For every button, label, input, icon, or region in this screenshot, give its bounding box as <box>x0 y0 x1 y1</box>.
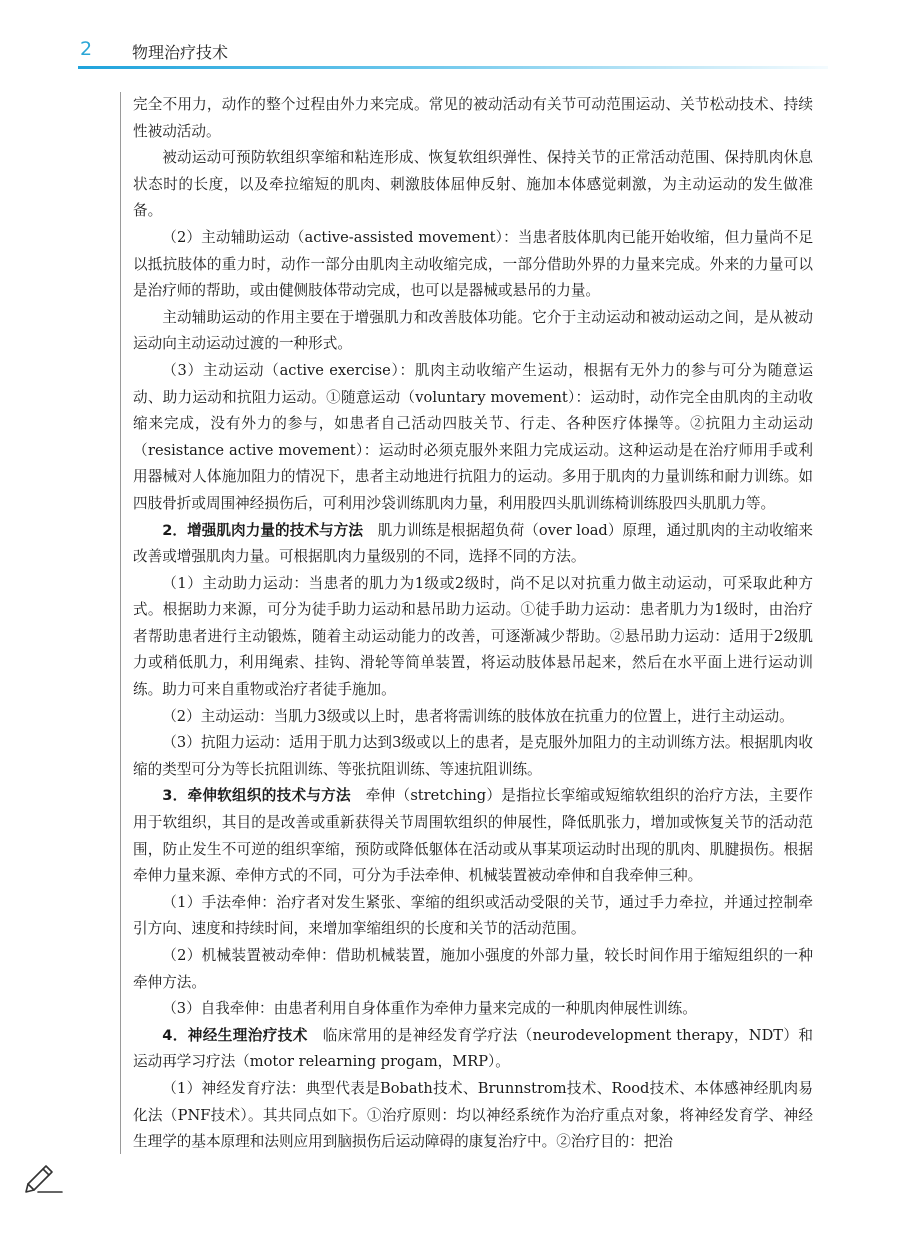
page-header <box>0 0 900 80</box>
pencil-icon <box>20 1160 66 1194</box>
body-text <box>133 92 813 1156</box>
paragraph: （1）神经发育疗法：典型代表是Bobath技术、Brunnstrom技术、Rood技术、本体感神经肌肉易化法（PNF技术）。其共同点如下。①治疗原则：均以神经系统作为治疗重点对象，将神经发育学、神经生理学的基本原理和法则应用到脑损伤后运动障碍的康复治疗中。②治疗目的：把治 <box>133 1079 813 1151</box>
page-number: 2 <box>80 38 93 60</box>
paragraph: 3．牵伸软组织的技术与方法 牵伸（stretching）是指拉长挛缩或短缩软组织的治疗方法，主要作用于软组织，其目的是改善或重新获得关节周围软组织的伸展性，降低肌张力，增加或恢复关节的活动范围，防止发生不可逆的组织挛缩，预防或降低躯体在活动或从事某项运动时出现的肌肉、肌腱损伤。根据牵伸力量来源、牵伸方式的不同，可分为手法牵伸、机械装置被动牵伸和自我牵伸三种。 <box>133 787 813 885</box>
paragraph: （1）手法牵伸：治疗者对发生紧张、挛缩的组织或活动受限的关节，通过手力牵拉，并通过控制牵引方向、速度和持续时间，来增加挛缩组织的长度和关节的活动范围。 <box>133 893 813 938</box>
paragraph: 被动运动可预防软组织挛缩和粘连形成、恢复软组织弹性、保持关节的正常活动范围、保持肌肉休息状态时的长度，以及牵拉缩短的肌肉、刺激肢体屈伸反射、施加本体感觉刺激，为主动运动的发生做准备。 <box>133 149 813 220</box>
margin-rule <box>120 92 121 1154</box>
section-heading: 4．神经生理治疗技术 <box>162 1026 308 1044</box>
paragraph: （2）主动运动：当肌力3级或以上时，患者将需训练的肢体放在抗重力的位置上，进行主动运动。 <box>162 707 794 725</box>
book-title: 物理治疗技术 <box>132 43 229 62</box>
paragraph: （3）抗阻力运动：适用于肌力达到3级或以上的患者，是克服外加阻力的主动训练方法。根据肌肉收缩的类型可分为等长抗阻训练、等张抗阻训练、等速抗阻训练。 <box>133 734 813 778</box>
paragraph: （2）机械装置被动牵伸：借助机械装置，施加小强度的外部力量，较长时间作用于缩短组织的一种牵伸方法。 <box>133 947 813 991</box>
paragraph: （3）自我牵伸：由患者利用自身体重作为牵伸力量来完成的一种肌肉伸展性训练。 <box>162 1000 697 1018</box>
paragraph: 完全不用力，动作的整个过程由外力来完成。常见的被动活动有关节可动范围运动、关节松动技术、持续性被动活动。 <box>133 96 813 140</box>
paragraph: （1）主动助力运动：当患者的肌力为1级或2级时，尚不足以对抗重力做主动运动，可采取此种方式。根据助力来源，可分为徒手助力运动和悬吊助力运动。①徒手助力运动：患者肌力为1级时，由治疗者帮助患者进行主动锻炼，随着主动运动能力的改善，可逐渐减少帮助。②悬吊助力运动：适用于2级肌力或稍低肌力，利用绳索、挂钩、滑轮等简单装置，将运动肢体悬吊起来，然后在水平面上进行运动训练。助力可来自重物或治疗者徒手施加。 <box>133 574 813 699</box>
paragraph: （2）主动辅助运动（active-assisted movement）：当患者肢体肌肉已能开始收缩，但力量尚不足以抵抗肢体的重力时，动作一部分由肌肉主动收缩完成，一部分借助外界的力量来完成。外来的力量可以是治疗师的帮助，或由健侧肢体带动完成，也可以是器械或悬吊的力量。 <box>133 228 813 300</box>
header-divider <box>78 66 828 69</box>
paragraph: （3）主动运动（active exercise）：肌肉主动收缩产生运动，根据有无外力的参与可分为随意运动、助力运动和抗阻力运动。①随意运动（voluntary movement）：运动时，动作完全由肌肉的主动收缩来完成，没有外力的参与，如患者自己活动四肢关节、行走、各种医疗体操等。②抗阻力主动运动（resistance active movement）：运动时必须克服外来阻力完成运动。这种运动是在治疗师用手或利用器械对人体施加阻力的情况下，患者主动地进行抗阻力的运动。多用于肌肉的力量训练和耐力训练。如四肢骨折或周围神经损伤后，可利用沙袋训练肌肉力量，利用股四头肌训练椅训练股四头肌肌力等。 <box>133 361 813 512</box>
section-heading: 2．增强肌肉力量的技术与方法 <box>162 521 363 539</box>
section-heading: 3．牵伸软组织的技术与方法 <box>162 787 351 805</box>
paragraph: 主动辅助运动的作用主要在于增强肌力和改善肢体功能。它介于主动运动和被动运动之间，是从被动运动向主动运动过渡的一种形式。 <box>133 308 813 353</box>
paragraph: 2．增强肌肉力量的技术与方法 肌力训练是根据超负荷（over load）原理，通过肌肉的主动收缩来改善或增强肌肉力量。可根据肌肉力量级别的不同，选择不同的方法。 <box>133 521 814 566</box>
paragraph: 4．神经生理治疗技术 临床常用的是神经发育学疗法（neurodevelopment therapy，NDT）和运动再学习疗法（motor relearning progam，MRP）。 <box>133 1026 814 1071</box>
